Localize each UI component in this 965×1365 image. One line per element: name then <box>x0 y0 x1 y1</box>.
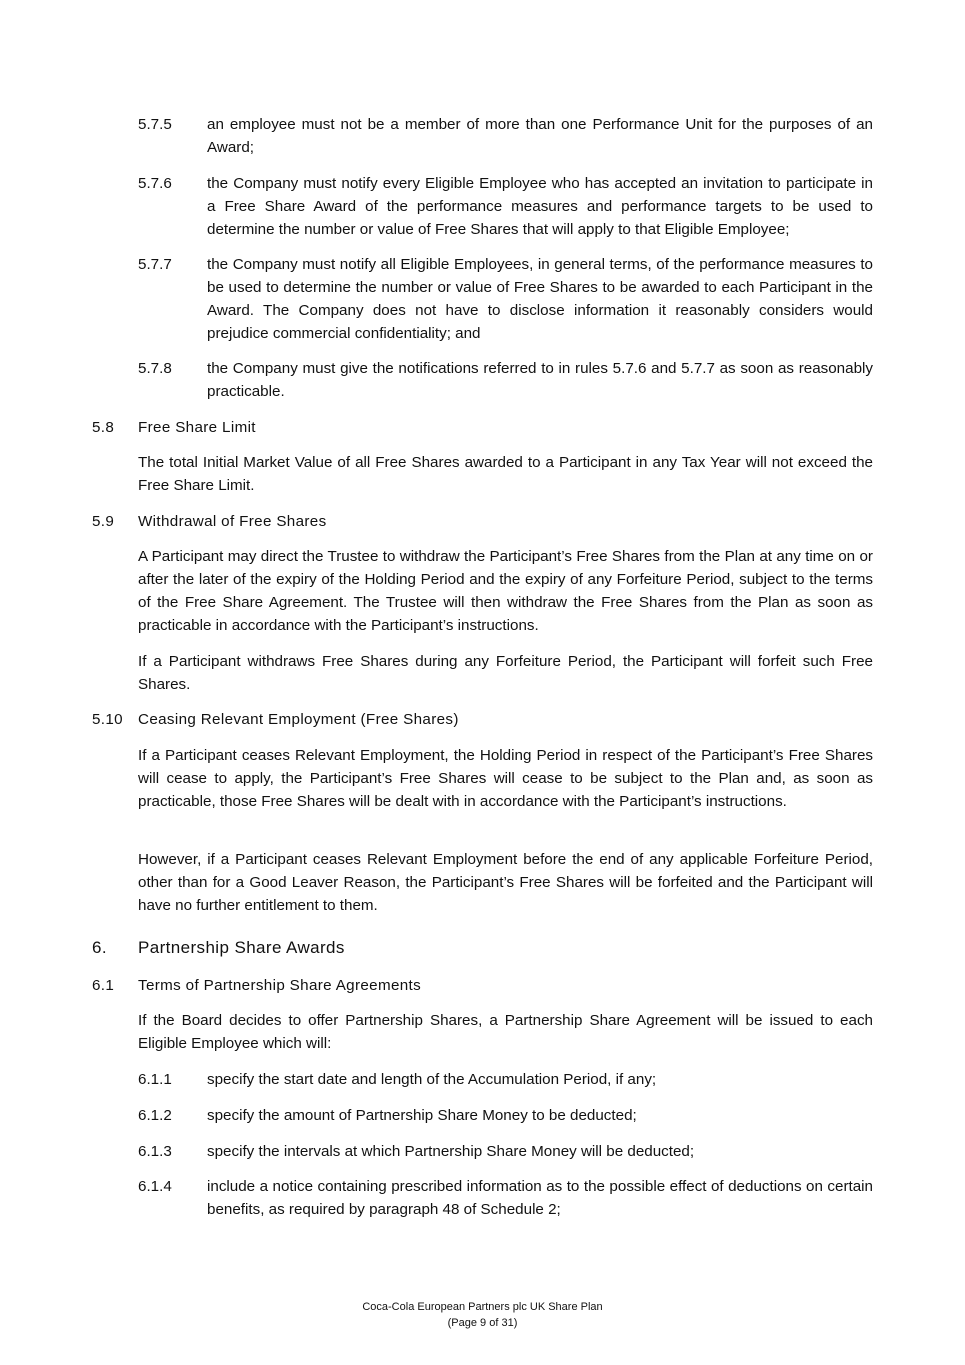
section-5-8-paragraph: The total Initial Market Value of all Free Shares awarded to a Participant in any Tax Year will not exceed the Free Share Limit. <box>138 454 873 494</box>
section-number: 5.10 <box>92 711 123 728</box>
clause-text: specify the amount of Partnership Share Money to be deducted; <box>207 1107 637 1124</box>
section-5-10-paragraph-1: If a Participant ceases Relevant Employment, the Holding Period in respect of the Participant’s Free Shares will cease to apply, the Participant’s Free Shares will cease to be subject to the Plan and, as soon as practicable, those Free Shares will be dealt with in accordance with the Participant’s instructions. <box>138 747 873 810</box>
section-number: 5.8 <box>92 419 115 436</box>
section-title: Free Share Limit <box>138 419 256 436</box>
section-title: Ceasing Relevant Employment (Free Shares) <box>138 711 459 728</box>
section-number: 5.9 <box>92 513 115 530</box>
section-5-9-paragraph-2: If a Participant withdraws Free Shares during any Forfeiture Period, the Participant will forfeit such Free Shares. <box>138 653 873 693</box>
footer-page-number: (Page 9 of 31) <box>447 1317 518 1329</box>
clause-number: 6.1.3 <box>138 1143 172 1160</box>
clause-text: specify the intervals at which Partnership Share Money will be deducted; <box>207 1143 695 1160</box>
clause-number: 5.7.8 <box>138 360 172 377</box>
page-footer <box>0 1299 965 1331</box>
clause-number: 6.1.2 <box>138 1107 172 1124</box>
section-title: Terms of Partnership Share Agreements <box>138 977 422 994</box>
clause-number: 6.1.4 <box>138 1178 172 1195</box>
section-6-1-paragraph: If the Board decides to offer Partnership Shares, a Partnership Share Agreement will be issued to each Eligible Employee which will: <box>138 1012 873 1052</box>
clause-text: the Company must notify every Eligible Employee who has accepted an invitation to participate in a Free Share Award of the performance measures and performance targets to be used to determine the number or value of Free Shares that will apply to that Eligible Employee; <box>207 175 873 238</box>
clause-text: include a notice containing prescribed information as to the possible effect of deductions on certain benefits, as required by paragraph 48 of Schedule 2; <box>207 1178 873 1218</box>
clause-text: specify the start date and length of the Accumulation Period, if any; <box>207 1071 657 1088</box>
section-title: Partnership Share Awards <box>138 938 345 957</box>
section-number: 6.1 <box>92 977 115 994</box>
clause-number: 5.7.7 <box>138 256 172 273</box>
clause-number: 5.7.6 <box>138 175 172 192</box>
clause-text: an employee must not be a member of more than one Performance Unit for the purposes of an Award; <box>207 116 873 156</box>
clause-text: the Company must notify all Eligible Employees, in general terms, of the performance measures to be used to determine the number or value of Free Shares to be awarded to each Participant in the Award. The Company does not have to disclose information it reasonably considers would prejudice commercial confidentiality; and <box>207 256 873 342</box>
section-number: 6. <box>92 938 107 957</box>
clause-number: 5.7.5 <box>138 116 172 133</box>
section-5-10-paragraph-2: However, if a Participant ceases Relevant Employment before the end of any applicable Forfeiture Period, other than for a Good Leaver Reason, the Participant’s Free Shares will be forfeited and the Participant will have no further entitlement to them. <box>138 851 873 914</box>
section-5-9-paragraph-1: A Participant may direct the Trustee to withdraw the Participant’s Free Shares from the Plan at any time on or after the later of the expiry of the Holding Period and the expiry of any Forfeiture Period, subject to the terms of the Free Share Agreement. The Trustee will then withdraw the Free Shares from the Plan as soon as practicable in accordance with the Participant’s instructions. <box>138 548 873 634</box>
footer-document-title: Coca-Cola European Partners plc UK Share Plan <box>362 1301 603 1313</box>
section-title: Withdrawal of Free Shares <box>138 513 327 530</box>
clause-text: the Company must give the notifications referred to in rules 5.7.6 and 5.7.7 as soon as reasonably practicable. <box>207 360 873 400</box>
clause-number: 6.1.1 <box>138 1071 172 1088</box>
